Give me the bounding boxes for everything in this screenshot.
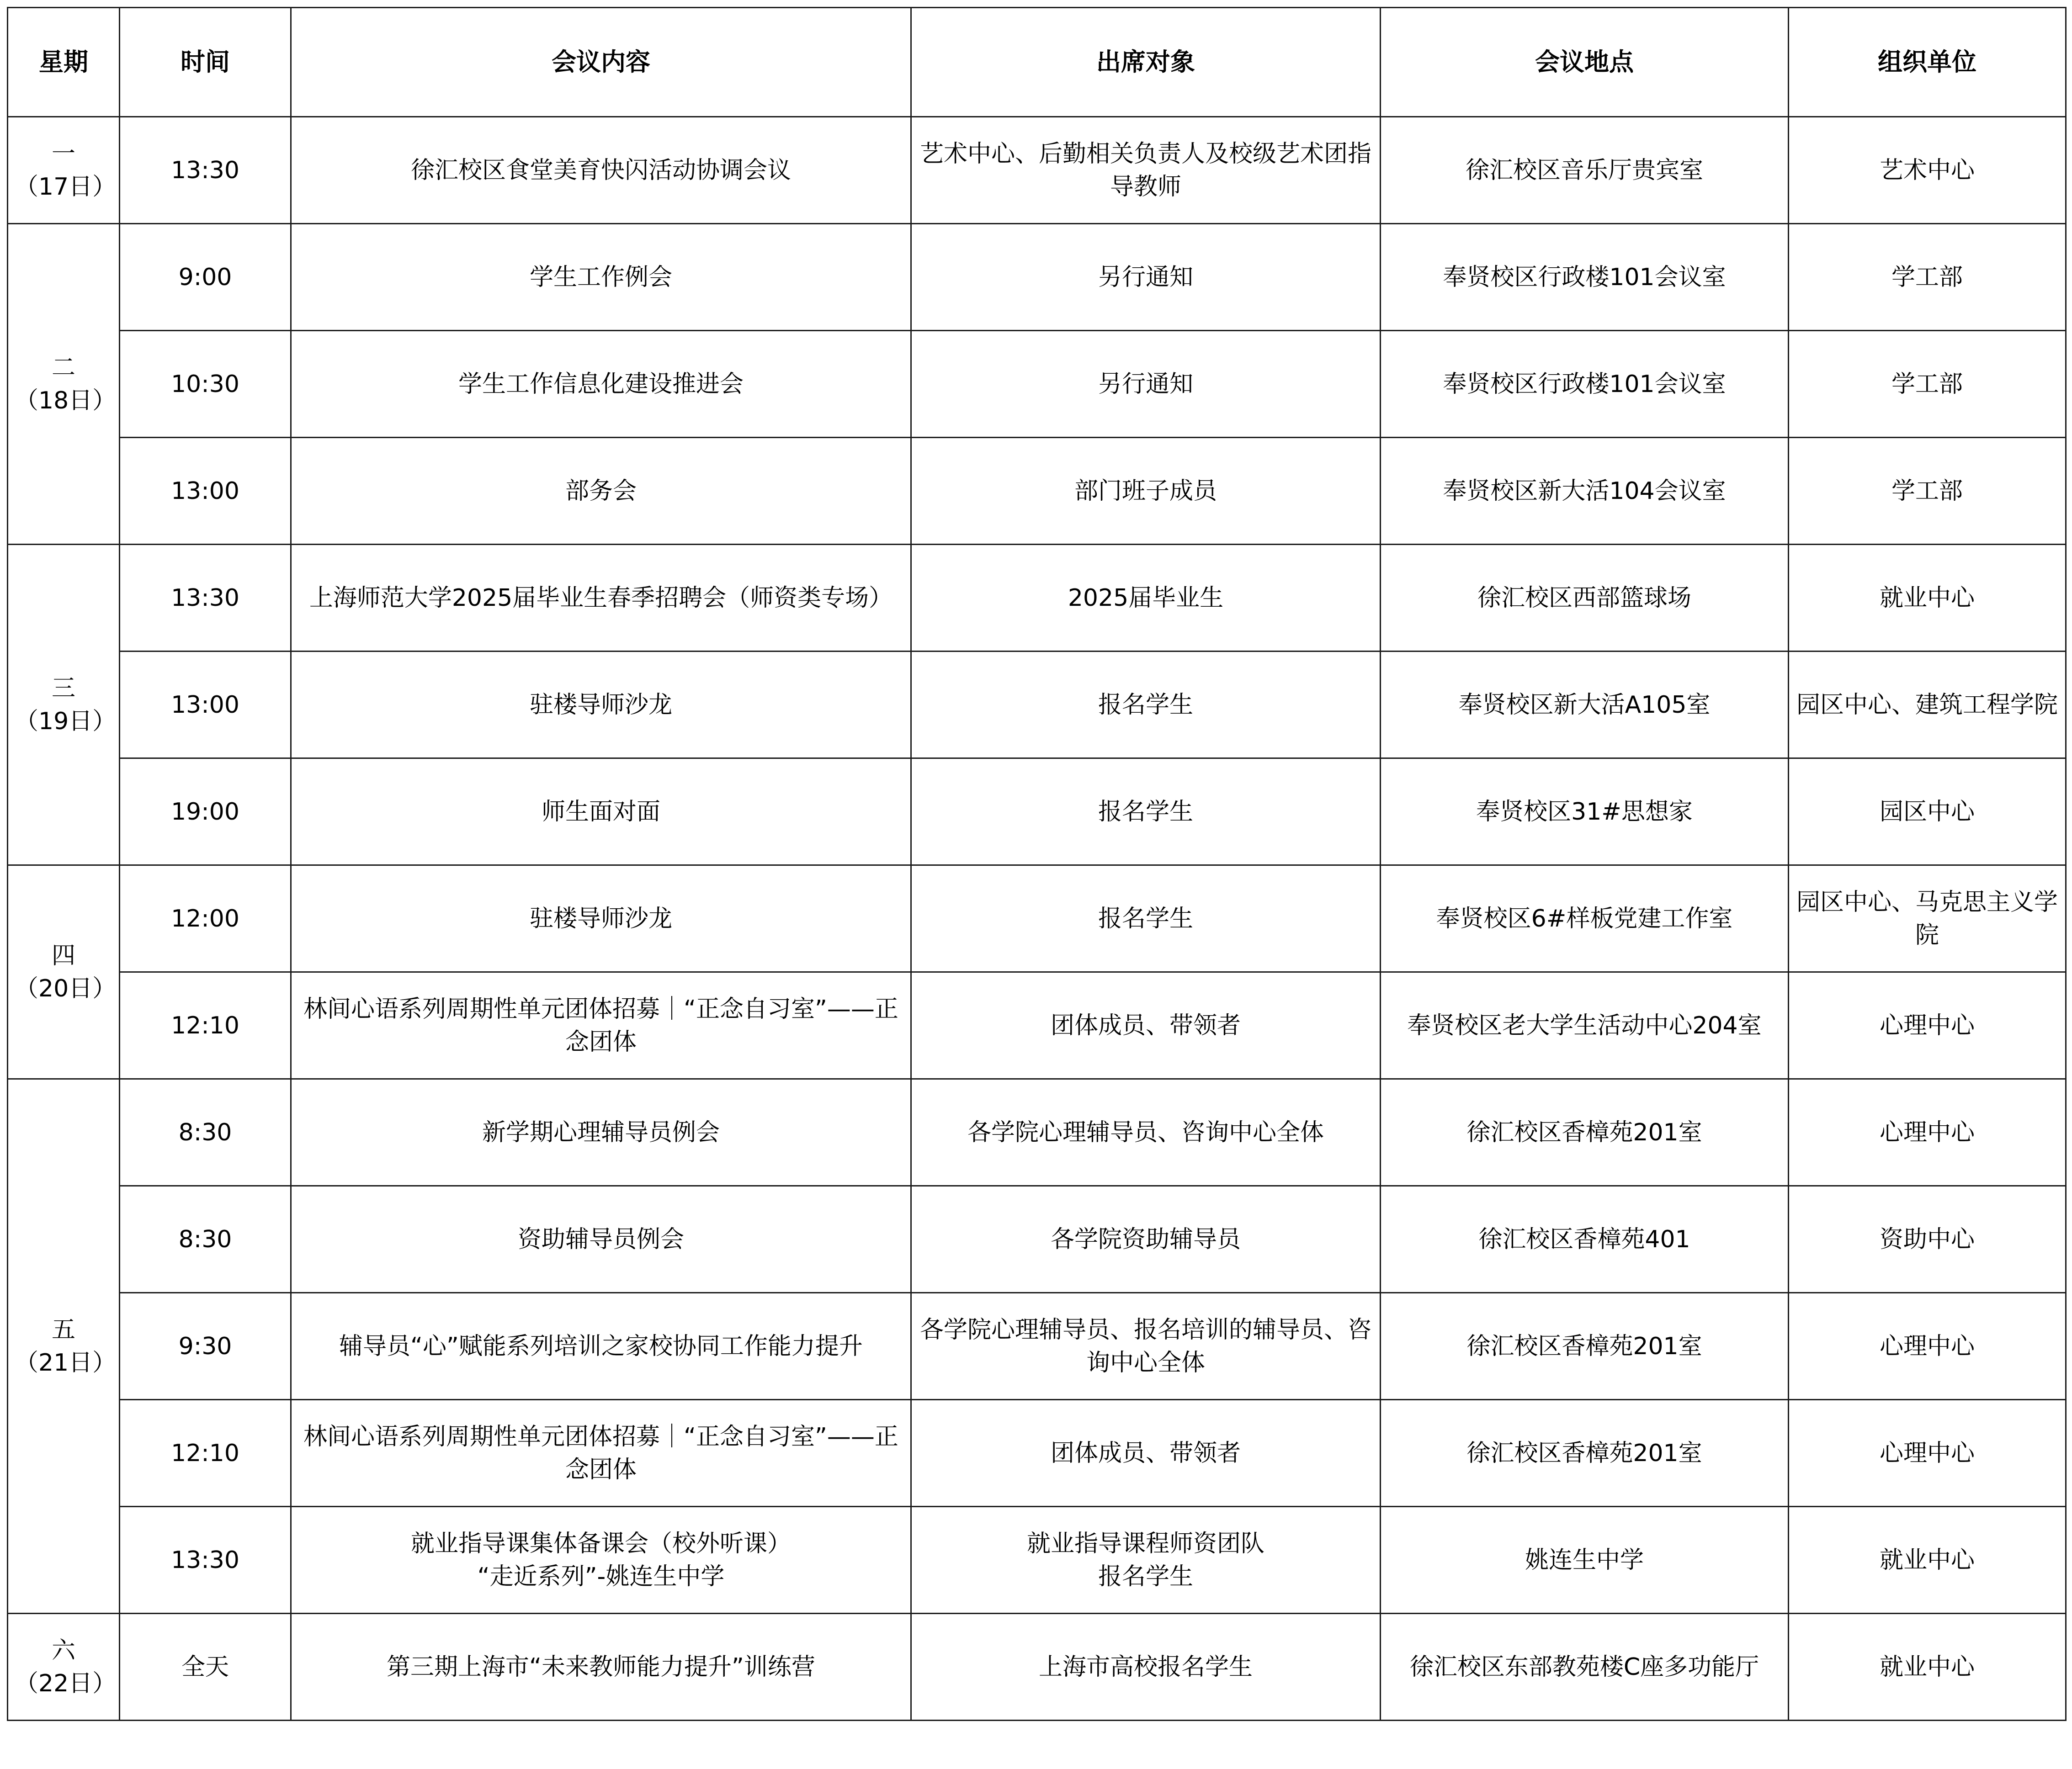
time-cell: 全天 [120, 1614, 291, 1721]
location-cell: 徐汇校区香樟苑201室 [1381, 1079, 1789, 1186]
content-cell: 徐汇校区食堂美育快闪活动协调会议 [291, 117, 911, 224]
organizer-cell: 资助中心 [1789, 1186, 2066, 1293]
attendees-cell: 另行通知 [911, 331, 1381, 438]
table-row [8, 438, 2066, 545]
time-cell: 9:30 [120, 1293, 291, 1400]
weekday-cell: 一 （17日） [8, 117, 120, 224]
organizer-cell: 学工部 [1789, 438, 2066, 545]
content-cell: 部务会 [291, 438, 911, 545]
content-cell: 师生面对面 [291, 758, 911, 865]
table-row [8, 1614, 2066, 1721]
content-cell: 驻楼导师沙龙 [291, 865, 911, 972]
time-cell: 13:00 [120, 438, 291, 545]
attendees-cell: 报名学生 [911, 758, 1381, 865]
header-row [8, 8, 2066, 117]
header-weekday: 星期 [8, 8, 120, 117]
attendees-cell: 各学院心理辅导员、报名培训的辅导员、咨询中心全体 [911, 1293, 1381, 1400]
organizer-cell: 学工部 [1789, 331, 2066, 438]
location-cell: 奉贤校区新大活104会议室 [1381, 438, 1789, 545]
time-cell: 19:00 [120, 758, 291, 865]
attendees-cell: 另行通知 [911, 224, 1381, 331]
attendees-cell: 部门班子成员 [911, 438, 1381, 545]
table-row [8, 1079, 2066, 1186]
organizer-cell: 就业中心 [1789, 1507, 2066, 1614]
organizer-cell: 就业中心 [1789, 545, 2066, 651]
location-cell: 徐汇校区香樟苑201室 [1381, 1400, 1789, 1507]
location-cell: 奉贤校区行政楼101会议室 [1381, 331, 1789, 438]
location-cell: 奉贤校区6#样板党建工作室 [1381, 865, 1789, 972]
content-cell: 新学期心理辅导员例会 [291, 1079, 911, 1186]
table-row [8, 117, 2066, 224]
attendees-cell: 团体成员、带领者 [911, 972, 1381, 1079]
content-cell: 驻楼导师沙龙 [291, 651, 911, 758]
time-cell: 8:30 [120, 1079, 291, 1186]
table-row [8, 1400, 2066, 1507]
header-location: 会议地点 [1381, 8, 1789, 117]
time-cell: 12:00 [120, 865, 291, 972]
content-cell: 林间心语系列周期性单元团体招募｜“正念自习室”——正念团体 [291, 1400, 911, 1507]
weekday-cell: 六 （22日） [8, 1614, 120, 1721]
time-cell: 13:30 [120, 117, 291, 224]
table-row [8, 972, 2066, 1079]
location-cell: 奉贤校区老大学生活动中心204室 [1381, 972, 1789, 1079]
organizer-cell: 学工部 [1789, 224, 2066, 331]
time-cell: 12:10 [120, 972, 291, 1079]
header-attendees: 出席对象 [911, 8, 1381, 117]
content-cell: 学生工作信息化建设推进会 [291, 331, 911, 438]
table-row [8, 1507, 2066, 1614]
table-row [8, 758, 2066, 865]
table-row [8, 1186, 2066, 1293]
content-cell: 学生工作例会 [291, 224, 911, 331]
attendees-cell: 就业指导课程师资团队 报名学生 [911, 1507, 1381, 1614]
time-cell: 9:00 [120, 224, 291, 331]
organizer-cell: 园区中心 [1789, 758, 2066, 865]
attendees-cell: 上海市高校报名学生 [911, 1614, 1381, 1721]
attendees-cell: 艺术中心、后勤相关负责人及校级艺术团指导教师 [911, 117, 1381, 224]
location-cell: 姚连生中学 [1381, 1507, 1789, 1614]
content-cell: 第三期上海市“未来教师能力提升”训练营 [291, 1614, 911, 1721]
time-cell: 12:10 [120, 1400, 291, 1507]
weekday-cell: 二 （18日） [8, 224, 120, 545]
organizer-cell: 园区中心、马克思主义学院 [1789, 865, 2066, 972]
header-time: 时间 [120, 8, 291, 117]
attendees-cell: 各学院资助辅导员 [911, 1186, 1381, 1293]
location-cell: 奉贤校区新大活A105室 [1381, 651, 1789, 758]
content-cell: 辅导员“心”赋能系列培训之家校协同工作能力提升 [291, 1293, 911, 1400]
time-cell: 13:30 [120, 545, 291, 651]
location-cell: 徐汇校区西部篮球场 [1381, 545, 1789, 651]
organizer-cell: 心理中心 [1789, 972, 2066, 1079]
organizer-cell: 就业中心 [1789, 1614, 2066, 1721]
content-cell: 就业指导课集体备课会（校外听课） “走近系列”-姚连生中学 [291, 1507, 911, 1614]
location-cell: 奉贤校区31#思想家 [1381, 758, 1789, 865]
weekday-cell: 五 （21日） [8, 1079, 120, 1614]
location-cell: 徐汇校区香樟苑201室 [1381, 1293, 1789, 1400]
organizer-cell: 艺术中心 [1789, 117, 2066, 224]
content-cell: 上海师范大学2025届毕业生春季招聘会（师资类专场） [291, 545, 911, 651]
time-cell: 13:00 [120, 651, 291, 758]
organizer-cell: 心理中心 [1789, 1293, 2066, 1400]
header-organizer: 组织单位 [1789, 8, 2066, 117]
table-row [8, 331, 2066, 438]
schedule-sheet [7, 7, 2065, 1762]
weekday-cell: 三 （19日） [8, 545, 120, 865]
meeting-schedule-table [7, 7, 2067, 1721]
table-row [8, 865, 2066, 972]
time-cell: 10:30 [120, 331, 291, 438]
attendees-cell: 2025届毕业生 [911, 545, 1381, 651]
organizer-cell: 园区中心、建筑工程学院 [1789, 651, 2066, 758]
location-cell: 徐汇校区香樟苑401 [1381, 1186, 1789, 1293]
location-cell: 奉贤校区行政楼101会议室 [1381, 224, 1789, 331]
time-cell: 13:30 [120, 1507, 291, 1614]
weekday-cell: 四 （20日） [8, 865, 120, 1079]
table-row [8, 545, 2066, 651]
table-row [8, 651, 2066, 758]
location-cell: 徐汇校区东部教苑楼C座多功能厅 [1381, 1614, 1789, 1721]
location-cell: 徐汇校区音乐厅贵宾室 [1381, 117, 1789, 224]
table-row [8, 224, 2066, 331]
organizer-cell: 心理中心 [1789, 1079, 2066, 1186]
content-cell: 资助辅导员例会 [291, 1186, 911, 1293]
attendees-cell: 各学院心理辅导员、咨询中心全体 [911, 1079, 1381, 1186]
attendees-cell: 报名学生 [911, 651, 1381, 758]
header-content: 会议内容 [291, 8, 911, 117]
attendees-cell: 团体成员、带领者 [911, 1400, 1381, 1507]
table-row [8, 1293, 2066, 1400]
attendees-cell: 报名学生 [911, 865, 1381, 972]
time-cell: 8:30 [120, 1186, 291, 1293]
organizer-cell: 心理中心 [1789, 1400, 2066, 1507]
content-cell: 林间心语系列周期性单元团体招募｜“正念自习室”——正念团体 [291, 972, 911, 1079]
